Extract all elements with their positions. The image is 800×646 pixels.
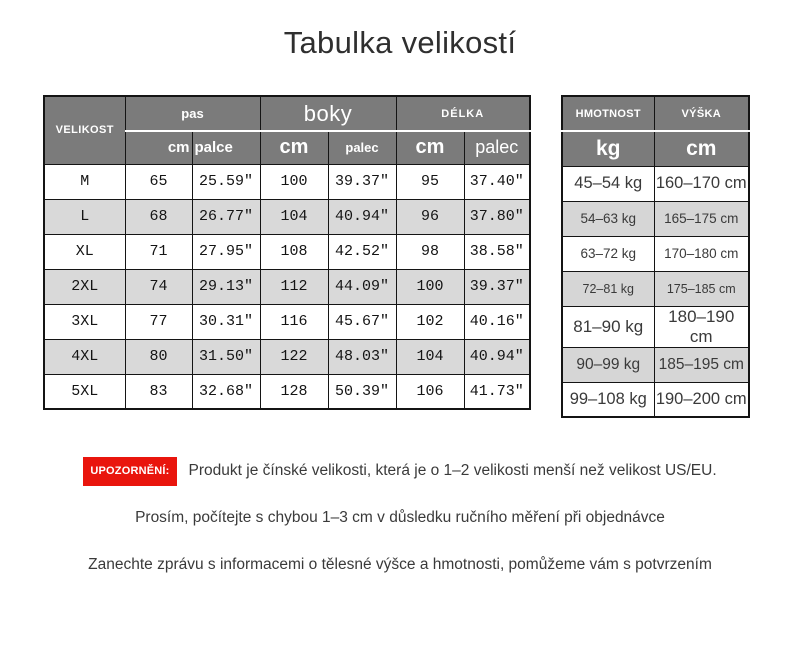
table-row xyxy=(562,347,749,382)
table-row xyxy=(44,339,530,374)
size-label: 4XL xyxy=(44,339,125,374)
boky-cm-value: 128 xyxy=(260,374,328,409)
weight-table-unit-row xyxy=(562,131,749,166)
table-row xyxy=(44,234,530,269)
boky-cm-value: 122 xyxy=(260,339,328,374)
pas-cm-value: 83 xyxy=(125,374,192,409)
delka-inch-value: 37.40″ xyxy=(464,164,530,199)
weight-height-table xyxy=(561,95,750,418)
boky-cm-value: 108 xyxy=(260,234,328,269)
size-table-unit-boky-cm: cm xyxy=(260,131,328,164)
boky-inch-value: 45.67″ xyxy=(328,304,396,339)
pas-cm-value: 68 xyxy=(125,199,192,234)
boky-inch-value: 44.09″ xyxy=(328,269,396,304)
weight-range: 54–63 kg xyxy=(562,201,654,236)
table-row xyxy=(44,269,530,304)
size-table-unit-boky-palec: palec xyxy=(328,131,396,164)
page-title: Tabulka velikostí xyxy=(283,25,517,60)
table-row xyxy=(44,199,530,234)
size-table xyxy=(43,95,531,410)
size-table-group-delka: DÉLKA xyxy=(396,96,530,131)
boky-inch-value: 39.37″ xyxy=(328,164,396,199)
weight-range: 63–72 kg xyxy=(562,236,654,271)
delka-cm-value: 100 xyxy=(396,269,464,304)
size-label: M xyxy=(44,164,125,199)
height-range: 180–190 cm xyxy=(654,306,749,347)
tolerance-note: Prosím, počítejte s chybou 1–3 cm v důsledku ručního měření při objednávce xyxy=(135,509,665,526)
pas-inch-value: 26.77″ xyxy=(192,199,260,234)
size-label: 3XL xyxy=(44,304,125,339)
delka-inch-value: 40.94″ xyxy=(464,339,530,374)
pas-cm-value: 71 xyxy=(125,234,192,269)
pas-inch-value: 32.68″ xyxy=(192,374,260,409)
pas-inch-value: 29.13″ xyxy=(192,269,260,304)
pas-cm-value: 80 xyxy=(125,339,192,374)
boky-inch-value: 40.94″ xyxy=(328,199,396,234)
size-table-unit-pas-cm: cm xyxy=(125,131,192,164)
table-row xyxy=(562,236,749,271)
delka-cm-value: 96 xyxy=(396,199,464,234)
warning-badge: UPOZORNĚNÍ: xyxy=(83,457,176,486)
delka-cm-value: 106 xyxy=(396,374,464,409)
weight-range: 72–81 kg xyxy=(562,271,654,306)
delka-cm-value: 104 xyxy=(396,339,464,374)
delka-cm-value: 98 xyxy=(396,234,464,269)
height-range: 190–200 cm xyxy=(654,382,749,417)
size-table-unit-pas-palce: palce xyxy=(192,131,260,164)
pas-cm-value: 74 xyxy=(125,269,192,304)
weight-range: 81–90 kg xyxy=(562,306,654,347)
warning-note-text: Produkt je čínské velikosti, která je o 1–2 velikosti menší než velikost US/EU. xyxy=(188,462,717,479)
weight-range: 99–108 kg xyxy=(562,382,654,417)
height-header: VÝŠKA xyxy=(654,96,749,131)
size-label: L xyxy=(44,199,125,234)
weight-table-header-row xyxy=(562,96,749,131)
size-table-unit-delka-palec: palec xyxy=(464,131,530,164)
table-row xyxy=(44,304,530,339)
size-label: 2XL xyxy=(44,269,125,304)
table-row xyxy=(562,271,749,306)
size-label: 5XL xyxy=(44,374,125,409)
table-row xyxy=(562,306,749,347)
pas-inch-value: 30.31″ xyxy=(192,304,260,339)
weight-range: 45–54 kg xyxy=(562,166,654,201)
pas-cm-value: 77 xyxy=(125,304,192,339)
delka-cm-value: 102 xyxy=(396,304,464,339)
table-row xyxy=(562,166,749,201)
pas-inch-value: 31.50″ xyxy=(192,339,260,374)
delka-inch-value: 40.16″ xyxy=(464,304,530,339)
size-label: XL xyxy=(44,234,125,269)
boky-cm-value: 112 xyxy=(260,269,328,304)
table-row xyxy=(44,374,530,409)
pas-cm-value: 65 xyxy=(125,164,192,199)
boky-cm-value: 100 xyxy=(260,164,328,199)
table-row xyxy=(44,164,530,199)
height-unit: cm xyxy=(654,131,749,166)
boky-cm-value: 104 xyxy=(260,199,328,234)
size-table-unit-delka-cm: cm xyxy=(396,131,464,164)
weight-unit: kg xyxy=(562,131,654,166)
height-range: 165–175 cm xyxy=(654,201,749,236)
delka-inch-value: 37.80″ xyxy=(464,199,530,234)
weight-header: HMOTNOST xyxy=(562,96,654,131)
delka-inch-value: 39.37″ xyxy=(464,269,530,304)
pas-inch-value: 25.59″ xyxy=(192,164,260,199)
size-table-corner-header: VELIKOST xyxy=(44,96,125,164)
height-range: 175–185 cm xyxy=(654,271,749,306)
size-table-group-boky: boky xyxy=(260,96,396,131)
boky-inch-value: 42.52″ xyxy=(328,234,396,269)
height-range: 170–180 cm xyxy=(654,236,749,271)
delka-cm-value: 95 xyxy=(396,164,464,199)
size-table-group-pas: pas xyxy=(125,96,260,131)
table-row xyxy=(562,201,749,236)
delka-inch-value: 38.58″ xyxy=(464,234,530,269)
weight-range: 90–99 kg xyxy=(562,347,654,382)
boky-inch-value: 50.39″ xyxy=(328,374,396,409)
delka-inch-value: 41.73″ xyxy=(464,374,530,409)
table-row xyxy=(562,382,749,417)
warning-note-row xyxy=(0,456,800,486)
size-table-group-header-row xyxy=(44,96,530,131)
height-range: 160–170 cm xyxy=(654,166,749,201)
boky-cm-value: 116 xyxy=(260,304,328,339)
height-range: 185–195 cm xyxy=(654,347,749,382)
pas-inch-value: 27.95″ xyxy=(192,234,260,269)
leave-message-note: Zanechte zprávu s informacemi o tělesné výšce a hmotnosti, pomůžeme vám s potvrzením xyxy=(88,556,712,573)
boky-inch-value: 48.03″ xyxy=(328,339,396,374)
